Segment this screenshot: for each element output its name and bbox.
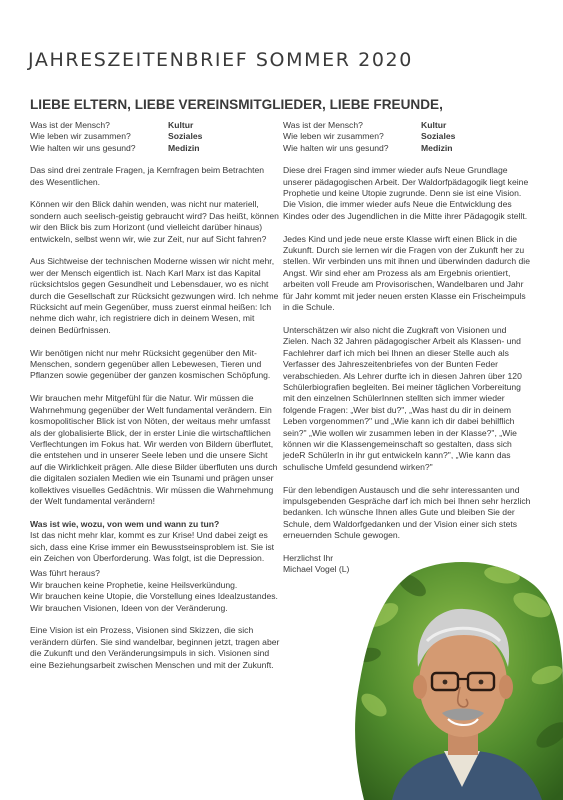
answer-text: Medizin (421, 142, 453, 153)
author-portrait-photo (352, 555, 563, 800)
question-row (30, 143, 280, 154)
answer-text: Soziales (421, 131, 456, 142)
line: Wir brauchen keine Prophetie, keine Heilsverkündung. (30, 579, 238, 590)
left-column (30, 120, 280, 682)
question-text: Was ist der Mensch? (283, 120, 363, 130)
question-row (30, 120, 280, 131)
paragraph: Eine Vision ist ein Prozess, Visionen sind Skizzen, die sich verändern dürfen. Sie sind wandelbar, beginnen jetzt, tragen aber die Zukunft und den Veränderungsimpuls in sich. Visionen sind eine Beziehungsarbeit zwischen Menschen und mit der Zukunft. (30, 625, 280, 670)
question-text: Wie halten wir uns gesund? (283, 142, 389, 153)
answer-text: Medizin (168, 142, 200, 153)
right-column (283, 120, 533, 576)
closing-line: Herzlichst Ihr (283, 552, 334, 563)
question-list (283, 120, 533, 154)
question-text: Wie leben wir zusammen? (283, 131, 384, 142)
paragraph: Jedes Kind und jede neue erste Klasse wirft einen Blick in die Zukunft. Durch sie lernen wir die Fragen von der Zukunft her zu stellen. Wir verbinden uns mit ihnen und überwinden dadurch die Angst. Wir sind eher am Prozess als am Ergebnis orientiert, arbeiten voll Freude am Provisorischen, Wandelbaren und Jahr für Jahr kommt mit jeder neuen ersten Klasse ein Frischeimpuls in die Schule. (283, 233, 530, 313)
question-text: Was ist der Mensch? (30, 120, 110, 130)
paragraph: Ist das nicht mehr klar, kommt es zur Krise! Und dabei zeigt es sich, dass eine Krise immer ein Bewusstseinsproblem ist. Sie ist ein Zeichen von Überforderung. Was folgt, ist die Depression. (30, 530, 275, 563)
page-title: JAHRESZEITENBRIEF SOMMER 2020 (28, 49, 413, 71)
line: Wir brauchen Visionen, Ideen von der Veränderung. (30, 602, 228, 613)
paragraph: Das sind drei zentrale Fragen, ja Kernfragen beim Betrachten des Wesentlichen. (30, 165, 265, 187)
paragraph: Können wir den Blick dahin wenden, was nicht nur materiell, sondern auch seelisch-geistig gebraucht wird? Das heißt, können wir den Blick bis zum Horizont (und vielleicht darüber hinaus) entwickeln, selbst wenn wir, wie zur Zeit, nur auf Sicht fahren? (30, 199, 279, 244)
answer-text: Soziales (168, 131, 203, 142)
greeting-heading: LIEBE ELTERN, LIEBE VEREINSMITGLIEDER, LIEBE FREUNDE, (30, 97, 443, 112)
question-row (283, 143, 533, 154)
question-row (283, 131, 533, 142)
paragraph: Wir benötigen nicht nur mehr Rücksicht gegenüber den Mit-Menschen, sondern gegenüber allen Lebewesen, Tieren und Pflanzen sowie gegenüber der ganzen kosmischen Schöpfung. (30, 347, 271, 381)
answer-text: Kultur (168, 120, 194, 130)
author-signature: Michael Vogel (L) (283, 564, 350, 575)
line: Was führt heraus? (30, 568, 100, 579)
paragraph: Für den lebendigen Austausch und die sehr interessanten und impulsgebenden Gespräche darf ich mich bei Ihnen sehr herzlich bedanken. Ich wünsche Ihnen alles Gute und bleiben Sie der Schule, dem Waldorfgedanken und der Vision einer sich stets erneuernden Schule gewogen. (283, 484, 531, 541)
question-row (30, 131, 280, 142)
question-text: Wie halten wir uns gesund? (30, 142, 136, 153)
answer-text: Kultur (421, 120, 447, 130)
line: Wir brauchen keine Utopie, die Vorstellung eines Idealzustandes. (30, 591, 278, 602)
question-row (283, 120, 533, 131)
section-subheading: Was ist wie, wozu, von wem und wann zu tun? (30, 518, 220, 529)
paragraph: Wir brauchen mehr Mitgefühl für die Natur. Wir müssen die Wahrnehmung gegenüber der Welt fundamental verändern. Ein kosmopolitischer Blick ist von Nöten, der weitaus mehr umfasst als der globalisierte Blick, der in erster Linie die wirtschaftlichen Verflechtungen im Fokus hat. Wir werden von Bildern überflutet, die entstehen und in unserer Seele leben und die unsere Sicht auf die Wirklichkeit prägen. Alle diese Bilder überfluten uns durch die digitalen sozialen Medien wie ein Tsunami und prägen unser kollektives visuelles Gedächtnis. Wir müssen die Wahrnehmung der Welt fundamental verändern! (30, 393, 278, 506)
paragraph: Unterschätzen wir also nicht die Zugkraft von Visionen und Zielen. Nach 32 Jahren pädagogischer Arbeit als Klassen- und Fachlehrer darf ich mich bei Ihnen an dieser Stelle auch als Verfasser des Jahreszeitenbriefes von der Bunten Feder verabschieden. Als Lehrer durfte ich in diesen Jahren über 120 Schülerbiografien begleiten. Bei meiner täglichen Vorbereitung mit den einzelnen SchülerInnen stellten sich immer wieder folgende Fragen: „Wer bist du?", „Was hast du dir in deinem Leben vorgenommen?" und „Wie kann ich dir dabei behilflich sein?" „Wie wollen wir zusammen leben in der Klasse?", „Wie können wir die Klassengemeinschaft so gestalten, dass sich jedeR SchülerIn in ihr gut entwickeln kann?", „Wie kann das schulische Umfeld gesundend wirken?" (283, 324, 522, 472)
question-text: Wie leben wir zusammen? (30, 131, 131, 142)
paragraph: Diese drei Fragen sind immer wieder aufs Neue Grundlage unserer pädagogischen Arbeit. Der Waldorfpädagogik liegt keine Prophetie und keine Utopie zugrunde. Denn sie ist eine Vision. Die Vision, die immer wieder aufs Neue die Entwicklung des Kindes oder des Jugendlichen in die Mitte ihrer Pädagogik stellt. (283, 165, 529, 221)
paragraph: Aus Sichtweise der technischen Moderne wissen wir nicht mehr, wer der Mensch eigentlich ist. Nach Karl Marx ist das Kapital rücksichtslos gegen Gesundheit und Lebensdauer, wo es nicht durch die Gesellschaft zur Rücksicht gezwungen wird. Ich nehme Rücksicht auf mein Gegenüber, muss zuerst einmal heißen: Ich nehme dich wahr, ich registriere dich in deinem Wesen, mit deinen Bedürfnissen. (30, 256, 279, 335)
question-list (30, 120, 280, 154)
